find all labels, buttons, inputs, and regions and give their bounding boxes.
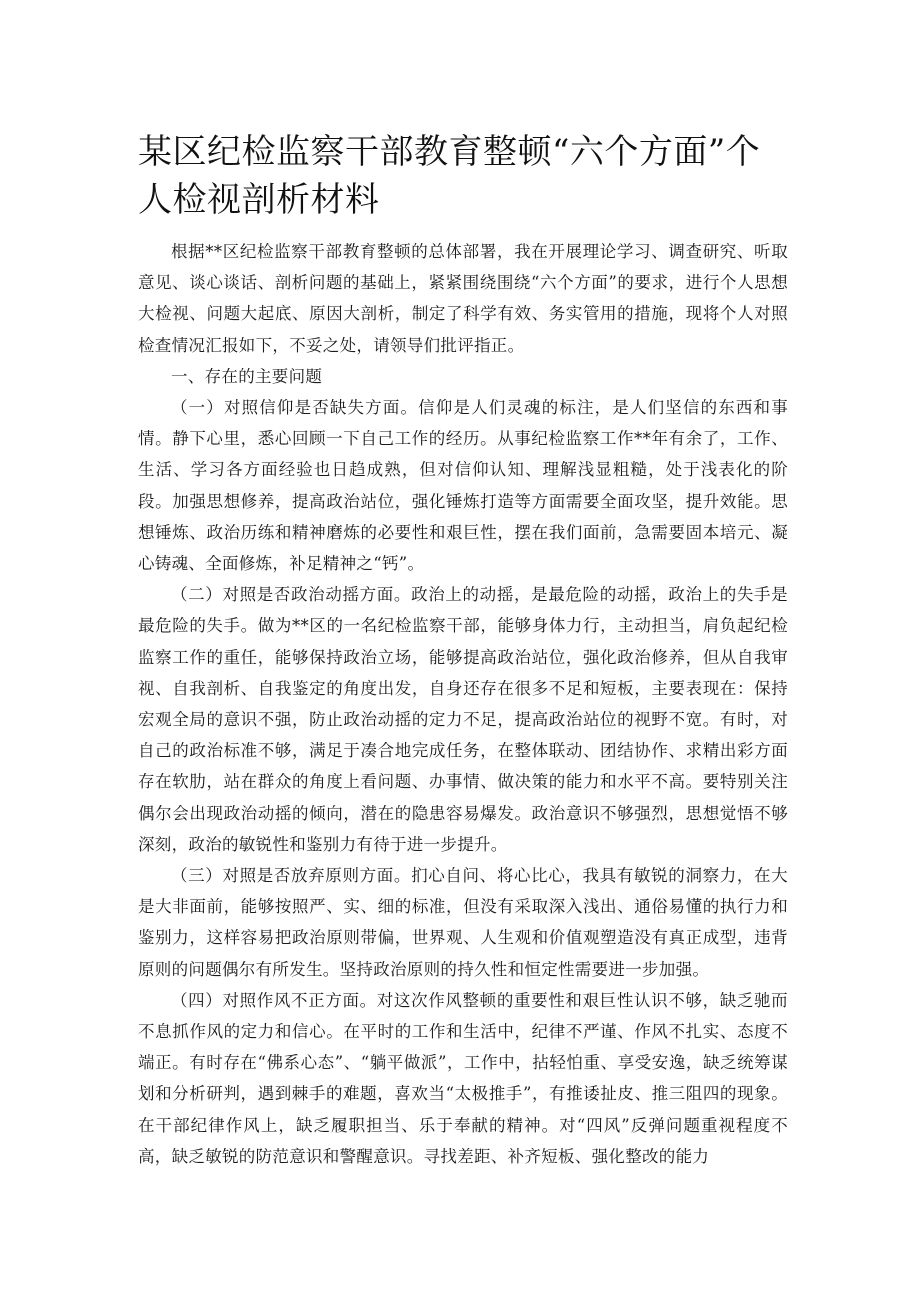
intro-paragraph: 根据**区纪检监察干部教育整顿的总体部署，我在开展理论学习、调查研究、听取意见、谈心谈话、剖析问题的基础上，紧紧围绕围绕“六个方面”的要求，进行个人思想大检视、问题大起底、原因大剖析，制定了科学有效、务实管用的措施，现将个人对照检查情况汇报如下，不妥之处，请领导们批评指正。 [138, 242, 788, 355]
paragraph-belief: （一）对照信仰是否缺失方面。信仰是人们灵魂的标注，是人们坚信的东西和事情。静下心里，悉心回顾一下自己工作的经历。从事纪检监察工作**年有余了，工作、生活、学习各方面经验也日趋成熟，但对信仰认知、理解浅显粗糙，处于浅表化的阶段。加强思想修养，提高政治站位，强化锤炼打造等方面需要全面攻坚，提升效能。思想锤炼、政治历练和精神磨炼的必要性和艰巨性，摆在我们面前，急需要固本培元、凝心铸魂、全面修炼，补足精神之“钙”。 [138, 398, 788, 574]
section-heading-problems: 一、存在的主要问题 [171, 366, 323, 386]
document-title: 某区纪检监察干部教育整顿“六个方面”个人检视剖析材料 [138, 132, 761, 220]
paragraph-principle: （三）对照是否放弃原则方面。扪心自问、将心比心，我具有敏锐的洞察力，在大是大非面前，能够按照严、实、细的标准，但没有采取深入浅出、通俗易懂的执行力和鉴别力，这样容易把政治原则带偏，世界观、人生观和价值观塑造没有真正成型，违背原则的问题偶尔有所发生。坚持政治原则的持久性和恒定性需要进一步加强。 [138, 866, 788, 979]
document-body [138, 236, 788, 1172]
paragraph-political: （二）对照是否政治动摇方面。政治上的动摇，是最危险的动摇，政治上的失手是最危险的失手。做为**区的一名纪检监察干部，能够身体力行，主动担当，肩负起纪检监察工作的重任，能够保持政治立场，能够提高政治站位，强化政治修养，但从自我审视、自我剖析、自我鉴定的角度出发，自身还存在很多不足和短板，主要表现在：保持宏观全局的意识不强，防止政治动摇的定力不足，提高政治站位的视野不宽。有时，对自己的政治标准不够，满足于凑合地完成任务，在整体联动、团结协作、求精出彩方面存在软肋，站在群众的角度上看问题、办事情、做决策的能力和水平不高。要特别关注偶尔会出现政治动摇的倾向，潜在的隐患容易爆发。政治意识不够强烈，思想觉悟不够深刻，政治的敏锐性和鉴别力有待于进一步提升。 [138, 585, 788, 854]
paragraph-style: （四）对照作风不正方面。对这次作风整顿的重要性和艰巨性认识不够，缺乏驰而不息抓作风的定力和信心。在平时的工作和生活中，纪律不严谨、作风不扎实、态度不端正。有时存在“佛系心态”、“躺平做派”，工作中，拈轻怕重、享受安逸，缺乏统筹谋划和分析研判，遇到棘手的难题，喜欢当“太极推手”，有推诿扯皮、推三阻四的现象。在干部纪律作风上，缺乏履职担当、乐于奉献的精神。对“四风”反弹问题重视程度不高，缺乏敏锐的防范意识和警醒意识。寻找差距、补齐短板、强化整改的能力 [138, 990, 788, 1166]
